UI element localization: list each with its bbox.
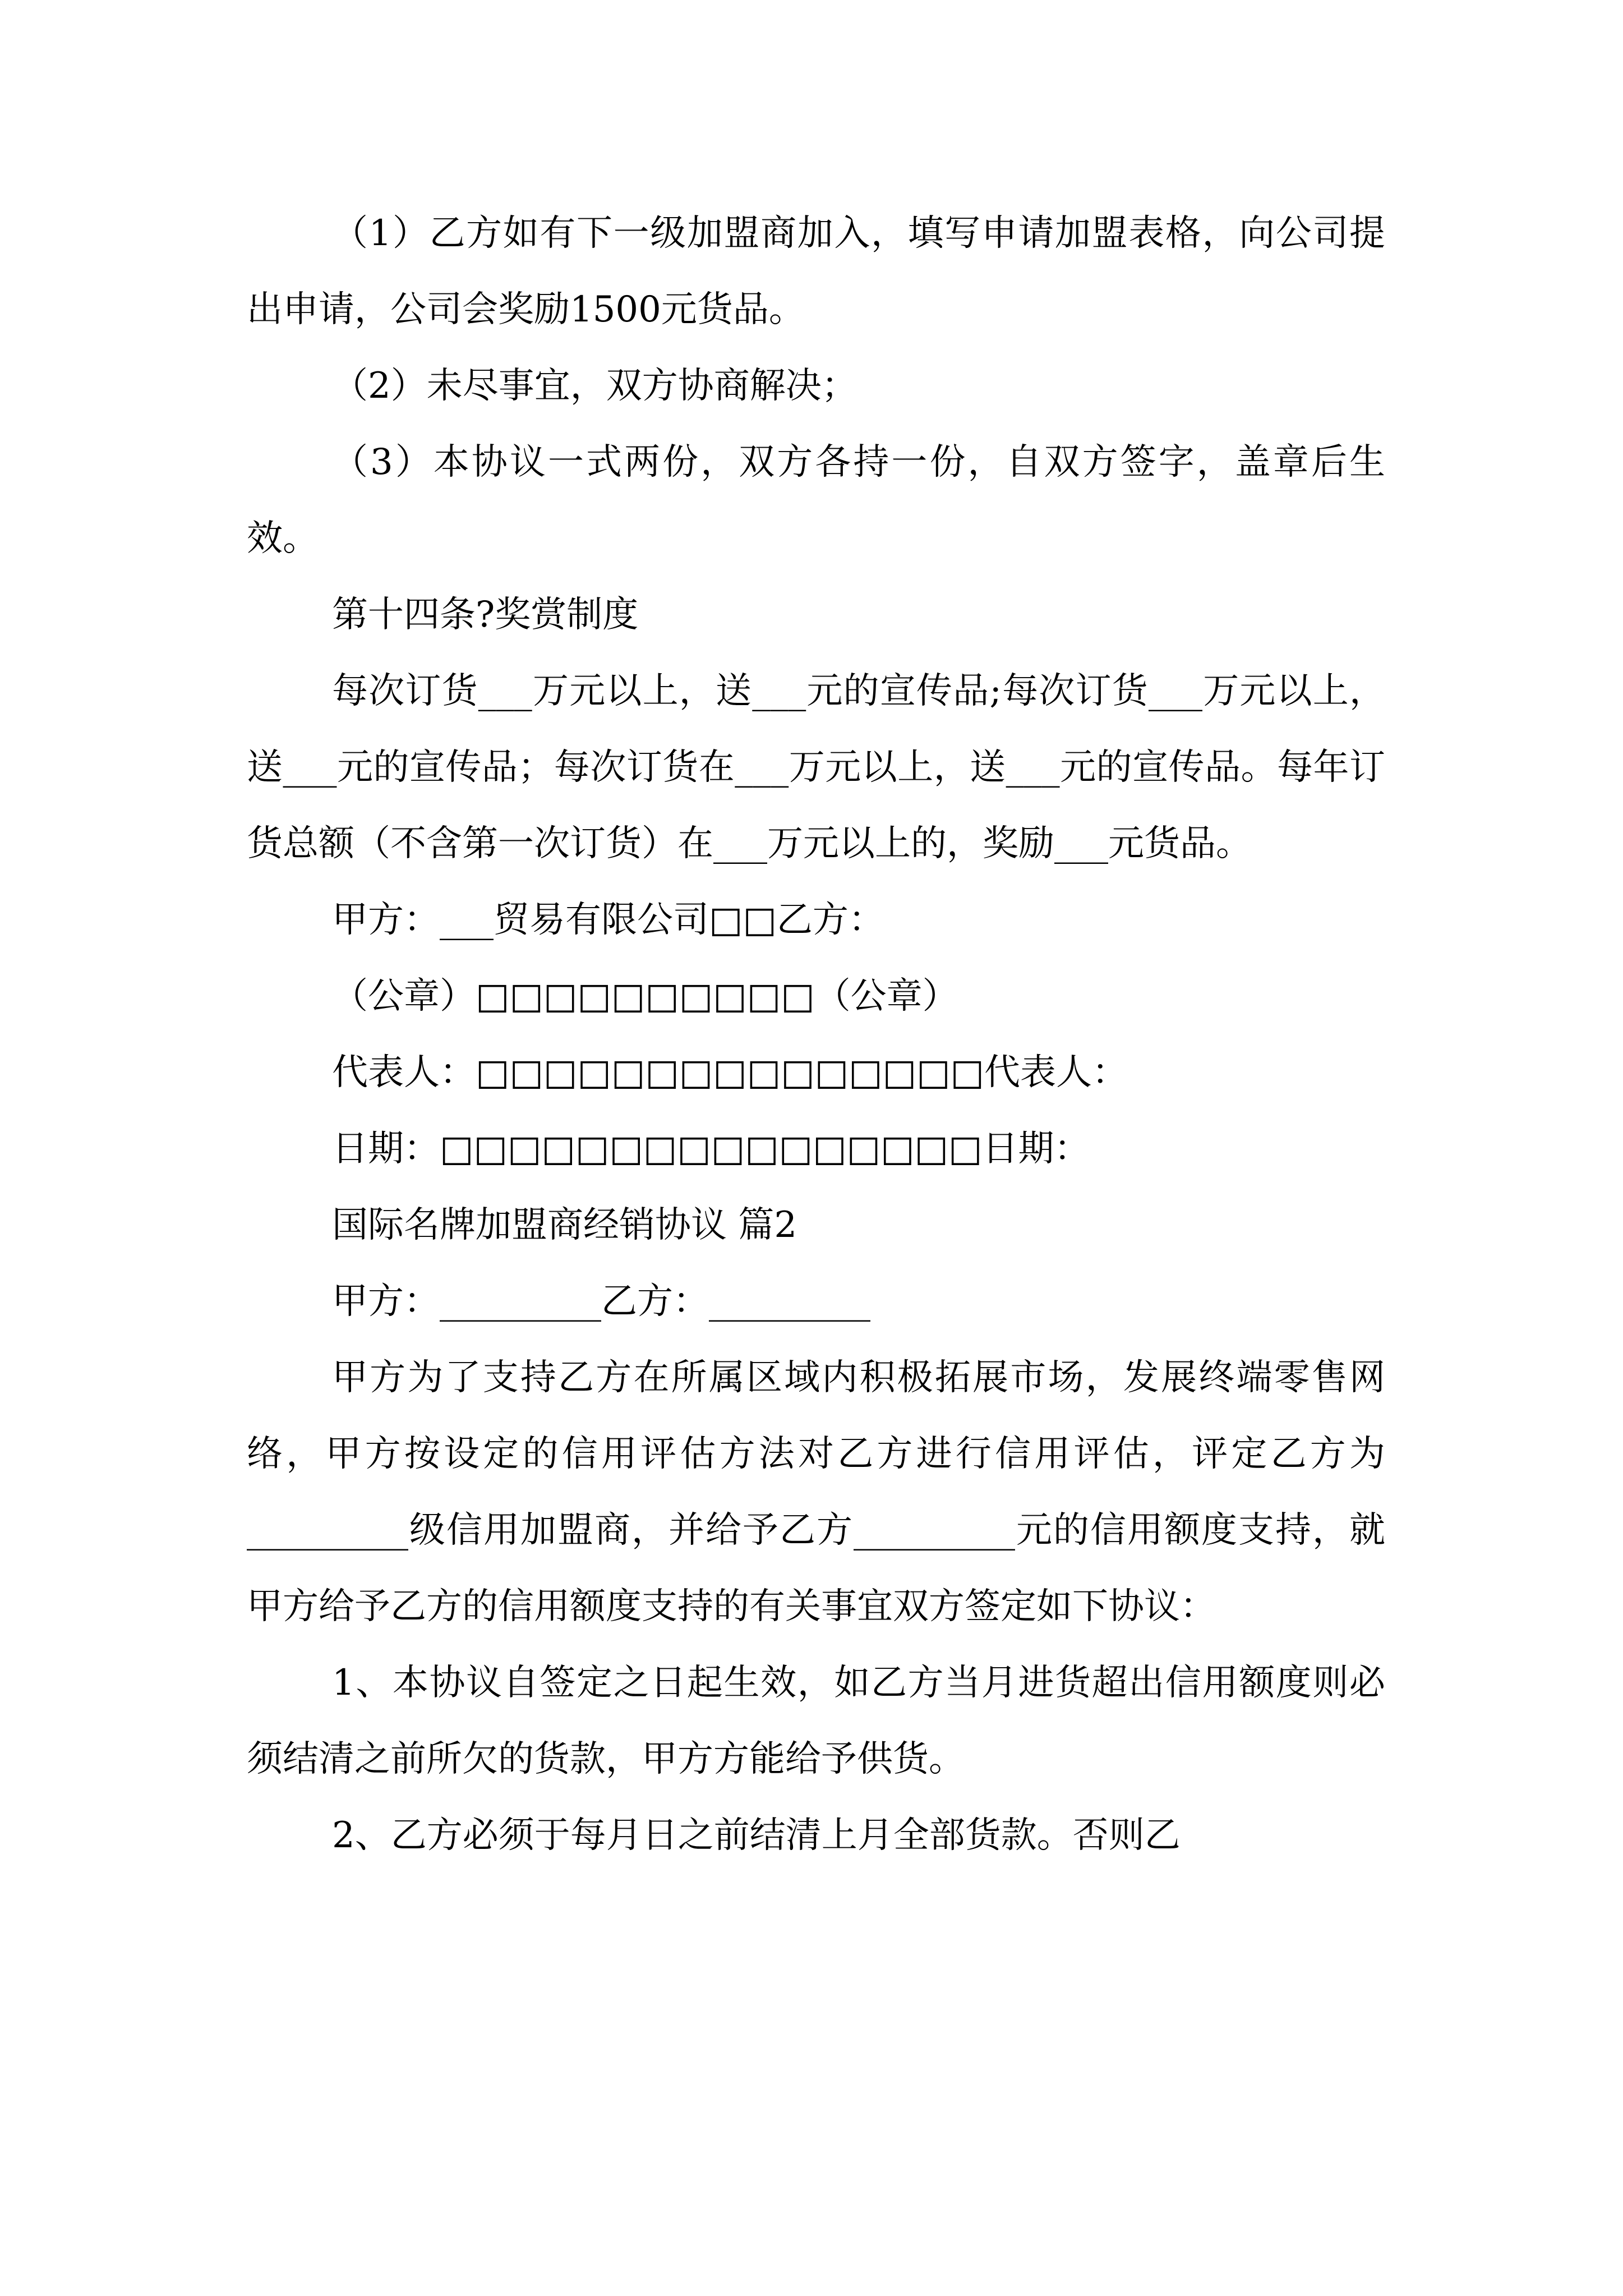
seal-line: （公章）□□□□□□□□□□（公章） (332, 976, 958, 1017)
parties-blank-line: 甲方：_________乙方：_________ (332, 1281, 870, 1322)
party-line: 甲方：___贸易有限公司□□乙方： (332, 899, 884, 941)
clause-3-paragraph: （3）本协议一式两份，双方各持一份，自双方签字，盖章后生效。 (247, 441, 1385, 559)
document-body (247, 195, 1385, 1874)
intro-paragraph: 甲方为了支持乙方在所属区域内积极拓展市场，发展终端零售网络，甲方按设定的信用评估方法对乙方进行信用评估，评定乙方为_________级信用加盟商，并给予乙方_________元的信用额度支持，就甲方给予乙方的信用额度支持的有关事宜双方签定如下协议： (247, 1357, 1385, 1627)
clause-1-paragraph: （1）乙方如有下一级加盟商加入，填写申请加盟表格，向公司提出申请，公司会奖励1500元货品。 (247, 213, 1385, 330)
article-14-heading: 第十四条?奖赏制度 (332, 594, 639, 636)
reward-paragraph: 每次订货___万元以上，送___元的宣传品;每次订货___万元以上，送___元的宣传品；每次订货在___万元以上，送___元的宣传品。每年订货总额（不含第一次订货）在___万元以上的，奖励___元货品。 (247, 670, 1385, 864)
date-line: 日期：□□□□□□□□□□□□□□□□日期： (332, 1128, 1090, 1170)
clause-2-paragraph: （2）未尽事宜，双方协商解决； (332, 365, 857, 407)
term-2-paragraph: 2、乙方必须于每月日之前结清上月全部货款。否则乙 (332, 1815, 1181, 1856)
section-title: 国际名牌加盟商经销协议 篇2 (332, 1204, 797, 1246)
term-1-paragraph: 1、本协议自签定之日起生效，如乙方当月进货超出信用额度则必须结清之前所欠的货款，甲方方能给予供货。 (247, 1662, 1385, 1780)
representative-line: 代表人：□□□□□□□□□□□□□□□代表人： (332, 1052, 1128, 1093)
